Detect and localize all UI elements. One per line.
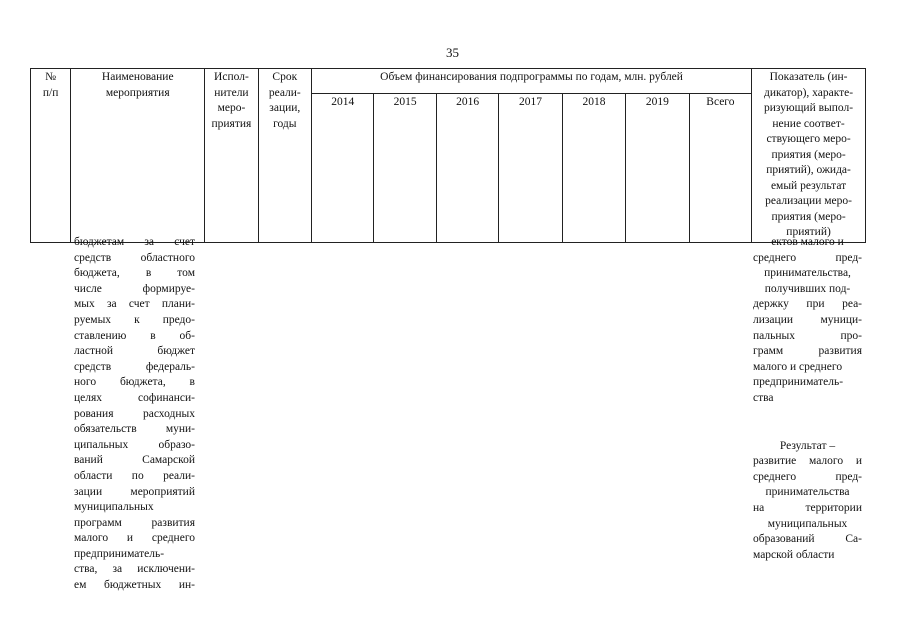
result-line: принимательства — [765, 486, 850, 499]
header-num: № п/п — [31, 69, 71, 243]
result-line: муниципальных — [767, 517, 848, 530]
indicator-line: малого и среднего — [753, 360, 843, 373]
indicator-line: ектов малого и — [771, 236, 844, 248]
desc-line: предприниматель- — [74, 547, 165, 560]
indicator-line: получивших под- — [764, 282, 851, 295]
desc-line: программ развития — [74, 516, 195, 529]
activity-description — [74, 235, 195, 594]
header-funding-title: Объем финансирования подпрограммы по годам, млн. рублей — [311, 69, 751, 94]
header-total: Всего — [689, 93, 751, 242]
desc-line: муниципальных — [74, 501, 154, 514]
desc-line: малого и среднего — [74, 532, 195, 545]
indicator-line: грамм развития — [753, 345, 862, 358]
header-term: Срок реали- зации, годы — [258, 69, 311, 243]
result-line: Результат – — [779, 439, 836, 452]
desc-line: бюджета, в том — [74, 267, 195, 280]
result-line: развитие малого и — [753, 455, 862, 468]
indicator-line: держку при реа- — [753, 298, 862, 311]
header-year-2017: 2017 — [499, 93, 562, 242]
desc-line: рования расходных — [74, 407, 195, 420]
desc-line: ем бюджетных ин- — [74, 579, 195, 592]
program-header-table — [30, 68, 866, 243]
desc-line: области по реали- — [74, 469, 195, 482]
result-line: среднего пред- — [753, 470, 862, 483]
desc-line: ного бюджета, в — [74, 376, 195, 389]
desc-line: ства, за исключени- — [74, 563, 195, 576]
paragraph-gap — [753, 423, 862, 439]
indicator-line: ства — [753, 391, 774, 404]
indicator-line: пальных про- — [753, 329, 862, 342]
result-line: образований Са- — [753, 533, 862, 546]
page-number: 35 — [446, 45, 459, 60]
desc-line: зации мероприятий — [74, 485, 195, 498]
header-indicator: Показатель (ин- дикатор), характе- ризующий выпол- нение соответ- ствующего меро- приятия (меро- приятий), ожида- емый результат реализации меро- приятия (меро- приятий) — [752, 69, 866, 243]
indicator-line: предприниматель- — [753, 376, 844, 389]
header-year-2016: 2016 — [436, 93, 498, 242]
desc-line: ставлению в об- — [74, 329, 195, 342]
desc-line: средств областного — [74, 251, 195, 264]
desc-line: числе формируе- — [74, 282, 195, 295]
header-executors: Испол- нители меро- приятия — [205, 69, 258, 243]
header-year-2019: 2019 — [626, 93, 689, 242]
desc-line: целях софинанси- — [74, 391, 195, 404]
desc-line: мых за счет плани- — [74, 298, 195, 311]
desc-line: руемых к предо- — [74, 313, 195, 326]
result-line: марской области — [753, 548, 835, 561]
result-line: на территории — [753, 501, 862, 514]
header-activity-name: Наименование мероприятия — [71, 69, 205, 243]
header-year-2015: 2015 — [374, 93, 436, 242]
desc-line: бюджетам за счет — [74, 236, 195, 248]
desc-line: средств федераль- — [74, 360, 195, 373]
indicator-line: принимательства, — [764, 267, 851, 280]
paragraph-gap — [753, 407, 862, 423]
desc-line: обязательств муни- — [74, 423, 195, 436]
indicator-line: лизации муници- — [753, 313, 862, 326]
indicator-text — [753, 235, 862, 563]
desc-line: ластной бюджет — [74, 345, 195, 358]
header-year-2014: 2014 — [311, 93, 373, 242]
header-year-2018: 2018 — [562, 93, 625, 242]
desc-line: ципальных образо- — [74, 438, 195, 451]
desc-line: ваний Самарской — [74, 454, 195, 467]
indicator-line: среднего пред- — [753, 251, 862, 264]
